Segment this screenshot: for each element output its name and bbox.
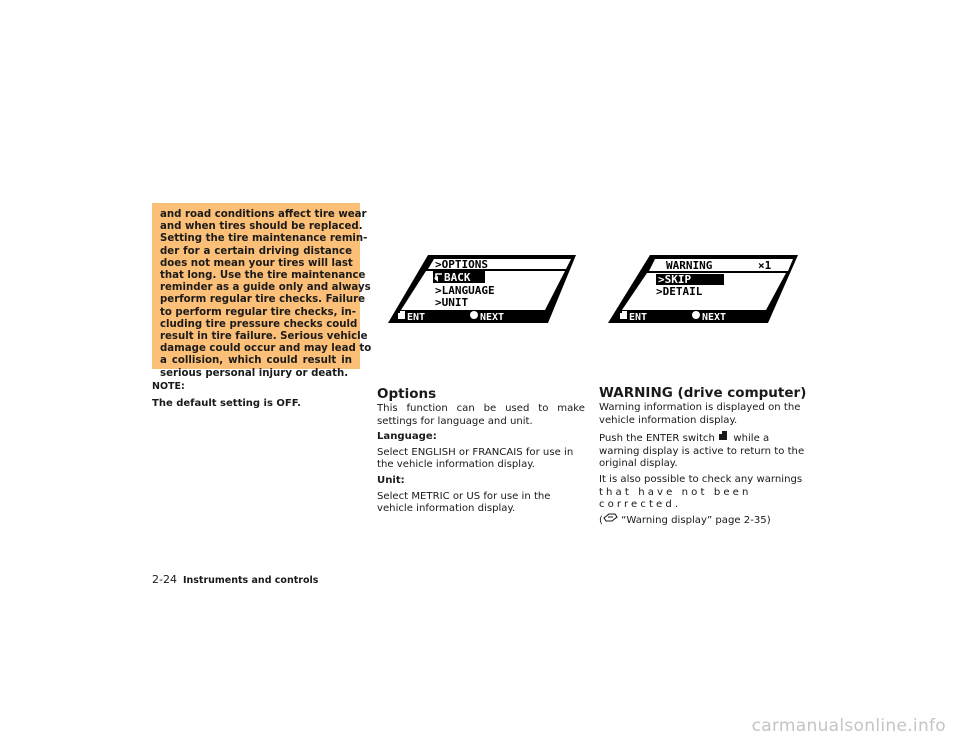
options-display-item: >UNIT — [435, 296, 469, 309]
options-display-title: >OPTIONS — [435, 258, 488, 271]
warning-section-p3-a: It is also possible to check any warnings — [599, 473, 803, 485]
warning-display-illustration — [608, 255, 798, 323]
options-display-item: BACK — [444, 271, 471, 284]
warning-section-p2-a: Push the ENTER switch — [599, 432, 715, 444]
unit-text: Select METRIC or US for use in the vehicle information display. — [377, 490, 551, 515]
warning-line: and when tires should be replaced. — [160, 221, 363, 233]
options-title: Options — [377, 386, 437, 402]
unit-label: Unit: — [377, 474, 405, 486]
warning-display-next: NEXT — [702, 312, 727, 323]
warning-section-p2 — [599, 430, 805, 471]
warning-line: and road conditions affect tire wear — [160, 209, 367, 220]
warning-section-p3-b: that have not been corrected. — [599, 486, 752, 511]
language-text: Select ENGLISH or FRANCAIS for use in the vehicle information display. — [377, 446, 574, 471]
warning-section-p1: Warning information is displayed on the vehicle information display. — [599, 402, 801, 426]
options-display-illustration — [388, 255, 576, 323]
warning-line: cluding tire pressure checks could — [160, 318, 358, 330]
warning-line: does not mean your tires will last — [160, 257, 353, 269]
warning-line: result in tire failure. Serious vehicle — [160, 331, 368, 343]
watermark: carmanualsonline.info — [751, 716, 946, 736]
enter-switch-icon — [718, 430, 730, 446]
dial-icon — [470, 311, 478, 319]
note-text: The default setting is OFF. — [152, 398, 301, 409]
open-paren: ( — [599, 514, 603, 526]
warning-display-ref: “Warning display” page 2-35) — [621, 514, 771, 526]
warning-display-item: >DETAIL — [656, 285, 703, 298]
page-number: 2-24 — [152, 573, 177, 586]
options-body — [377, 403, 585, 519]
warning-line: to perform regular tire checks, in- — [160, 306, 356, 318]
warning-line: damage could occur and may lead to — [160, 343, 372, 355]
warning-display-count: ×1 — [758, 259, 772, 272]
footer-title: Instruments and controls — [182, 575, 319, 586]
warning-section-p3 — [599, 474, 805, 527]
warning-line: serious personal injury or death. — [160, 367, 349, 379]
page-reference-icon — [603, 512, 618, 528]
options-intro: This function can be used to make settings for language and unit. — [377, 403, 585, 427]
options-display-ent: ENT — [407, 312, 426, 323]
warning-box — [152, 203, 372, 379]
warning-line: perform regular tire checks. Failure — [160, 294, 366, 306]
warning-display-item: >SKIP — [658, 273, 692, 286]
warning-line: der for a certain driving distance — [160, 245, 352, 257]
warning-section-title: WARNING (drive computer) — [599, 385, 807, 401]
note-label: NOTE: — [152, 381, 185, 392]
warning-line: a collision, which could result in — [160, 355, 352, 367]
warning-section-p2-b: while a warning display is active to return to the original display. — [599, 432, 805, 470]
warning-line: that long. Use the tire maintenance — [160, 270, 366, 282]
options-display-next: NEXT — [480, 312, 505, 323]
dial-icon — [692, 311, 700, 319]
warning-display-title: WARNING — [666, 259, 713, 272]
language-label: Language: — [377, 431, 437, 443]
warning-section-body — [599, 402, 805, 527]
page-footer — [152, 573, 318, 586]
warning-line: reminder as a guide only and always — [160, 282, 371, 294]
options-display-item: >LANGUAGE — [435, 284, 495, 297]
warning-display-ent: ENT — [629, 312, 648, 323]
warning-line: Setting the tire maintenance remin- — [160, 233, 368, 245]
